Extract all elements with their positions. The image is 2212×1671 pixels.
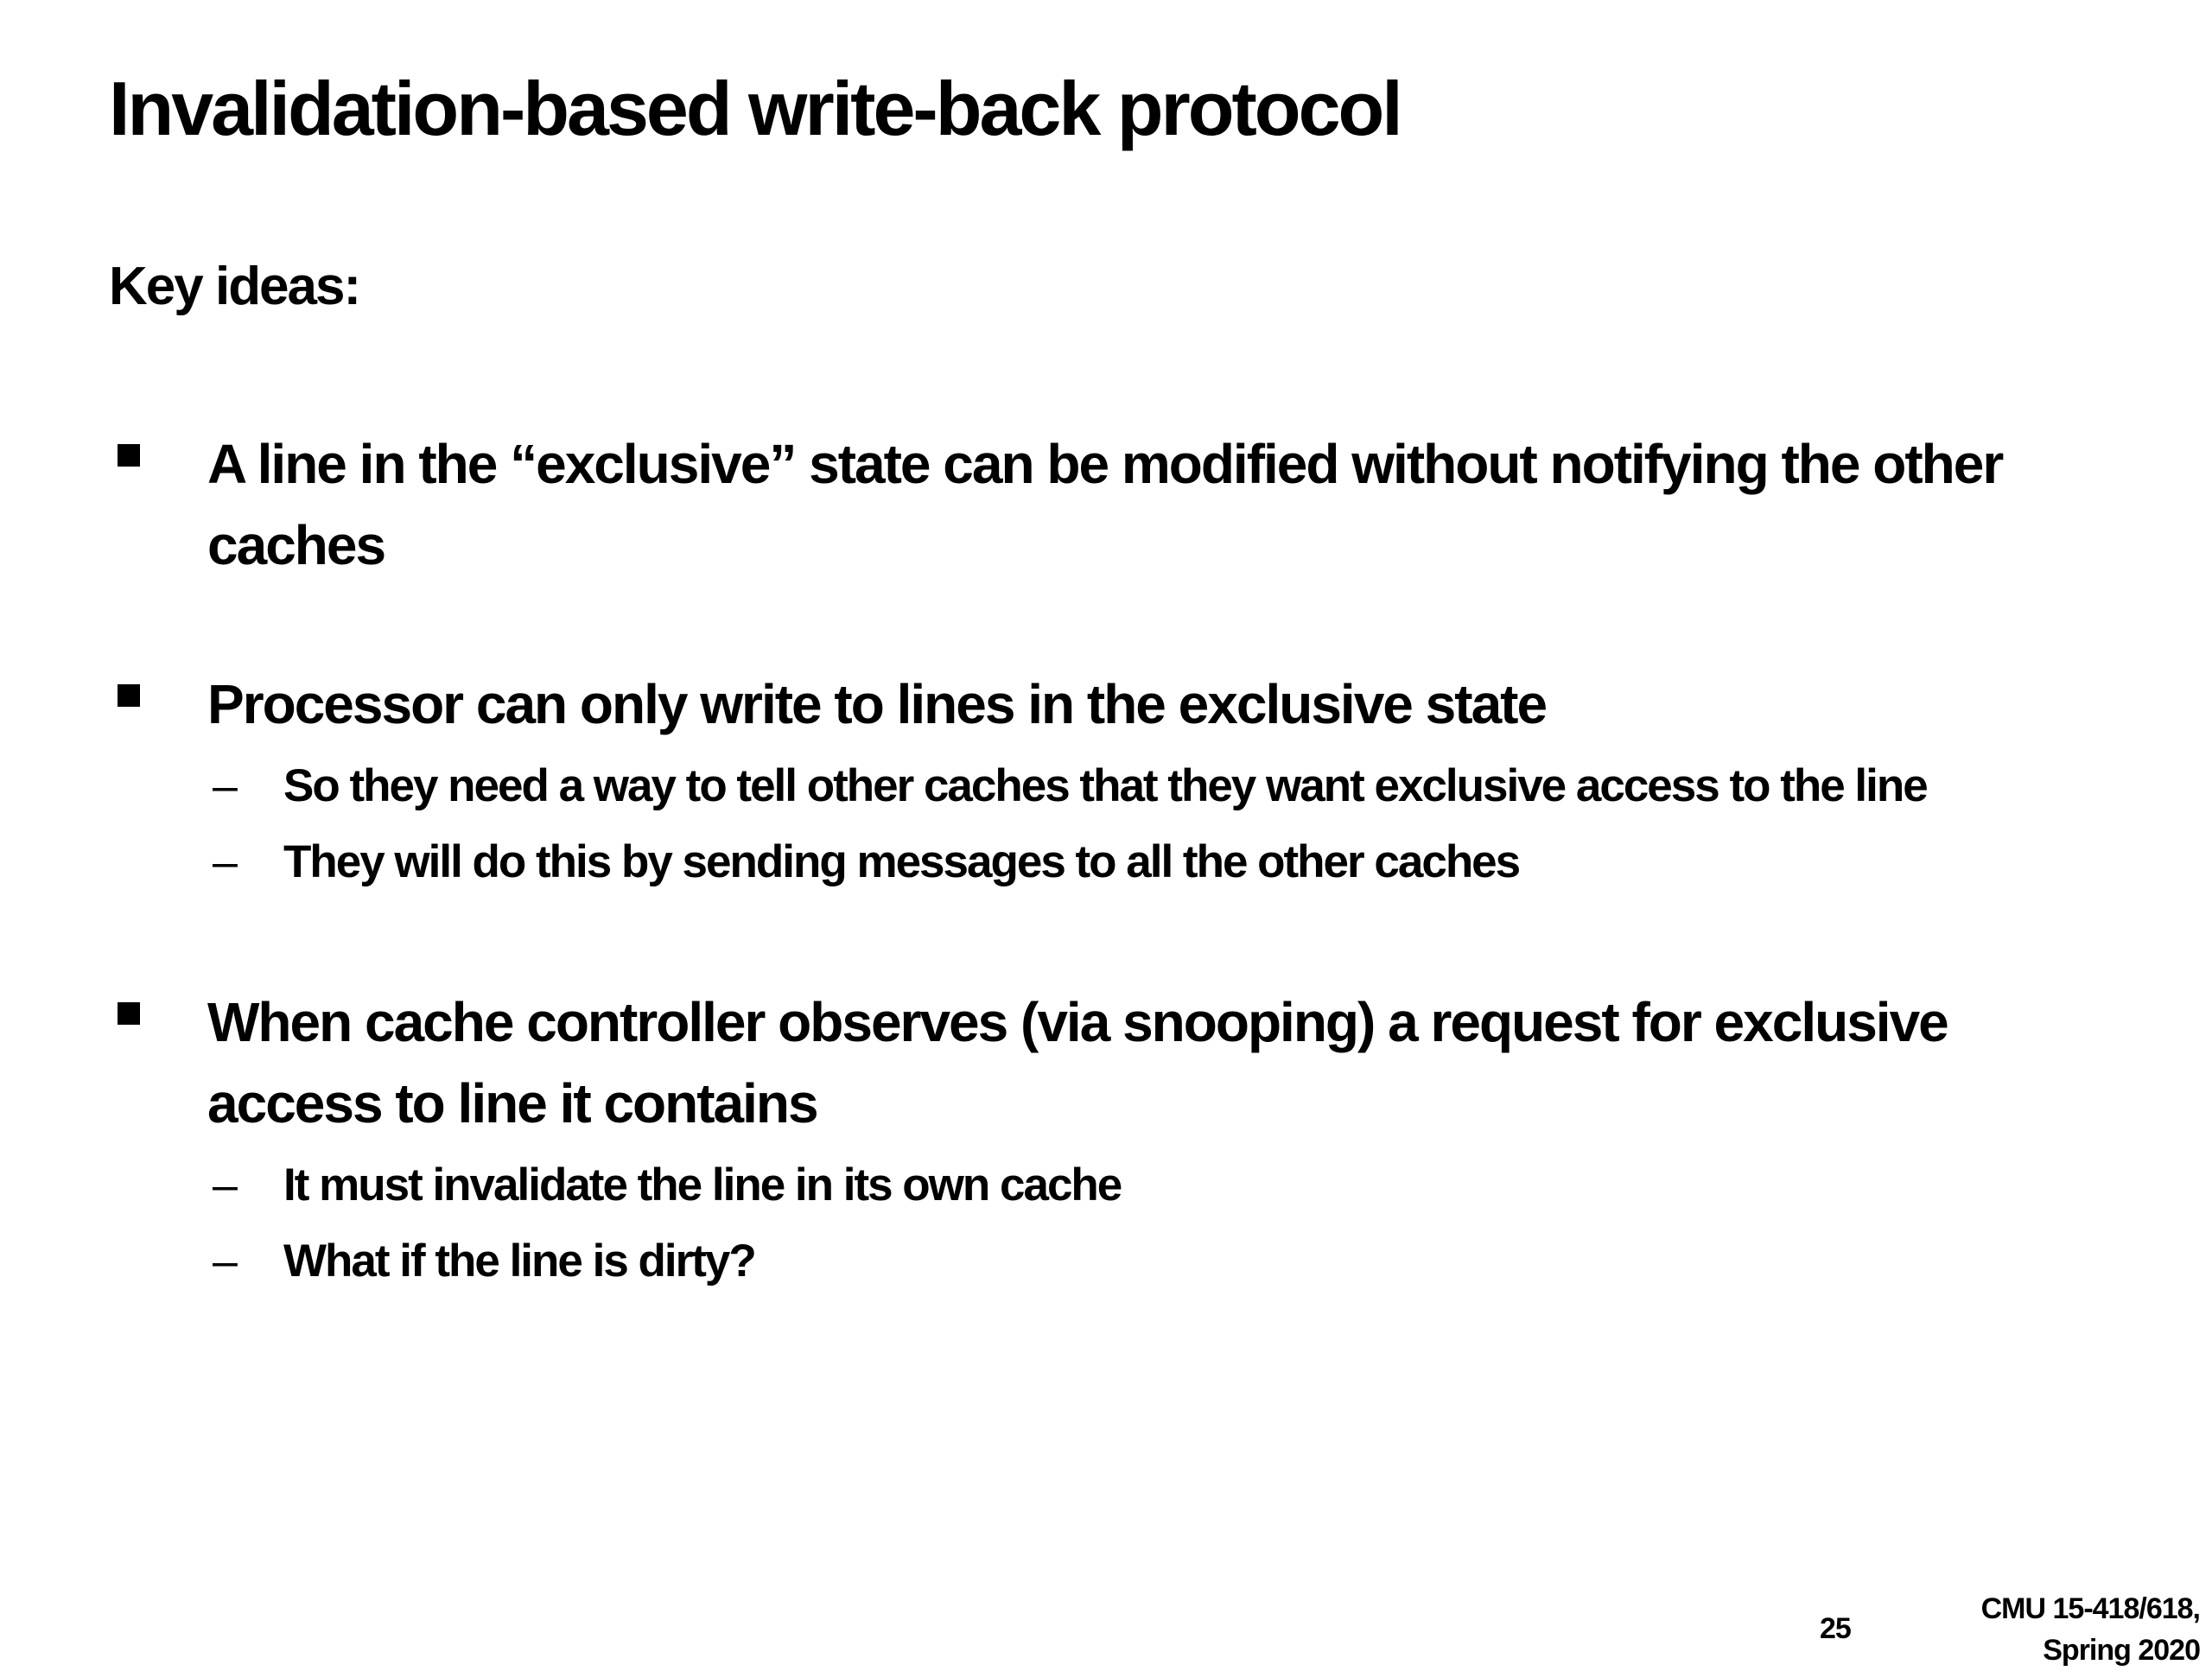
dash-bullet-icon: – — [213, 761, 238, 811]
square-bullet-icon — [118, 1002, 140, 1025]
bullet-list — [118, 423, 2105, 1381]
dash-bullet-icon: – — [213, 1160, 238, 1210]
bullet-item-snooping — [118, 982, 2105, 1303]
intro-heading: Key ideas: — [109, 257, 360, 316]
sub-bullet-item — [207, 1227, 2105, 1303]
course-label-line1: CMU 15-418/618, — [1980, 1592, 2200, 1625]
sub-bullet-item — [207, 828, 2105, 904]
sub-bullet-text: They will do this by sending messages to all the other caches — [283, 836, 1520, 887]
sub-bullet-item — [207, 1151, 2105, 1227]
square-bullet-icon — [118, 444, 140, 467]
slide-title: Invalidation-based write-back protocol — [109, 66, 1401, 151]
sub-bullet-text: What if the line is dirty? — [283, 1236, 755, 1287]
dash-bullet-icon: – — [213, 1236, 238, 1287]
page-number: 25 — [1820, 1612, 1851, 1645]
sub-bullet-item — [207, 752, 2105, 828]
course-label-line2: Spring 2020 — [2043, 1634, 2200, 1667]
dash-bullet-icon: – — [213, 837, 238, 887]
bullet-item-exclusive-state — [118, 423, 2105, 586]
sub-bullet-list — [207, 1151, 2105, 1303]
square-bullet-icon — [118, 684, 140, 707]
sub-bullet-text: So they need a way to tell other caches that they want exclusive access to the line — [283, 760, 1927, 811]
bullet-text: A line in the “exclusive” state can be modified without notifying the other caches — [207, 433, 2003, 576]
bullet-text: When cache controller observes (via snooping) a request for exclusive access to line it contains — [207, 991, 1948, 1134]
bullet-item-processor-write — [118, 664, 2105, 904]
sub-bullet-list — [207, 752, 2105, 904]
sub-bullet-text: It must invalidate the line in its own cache — [283, 1160, 1122, 1210]
bullet-text: Processor can only write to lines in the exclusive state — [207, 673, 1547, 735]
